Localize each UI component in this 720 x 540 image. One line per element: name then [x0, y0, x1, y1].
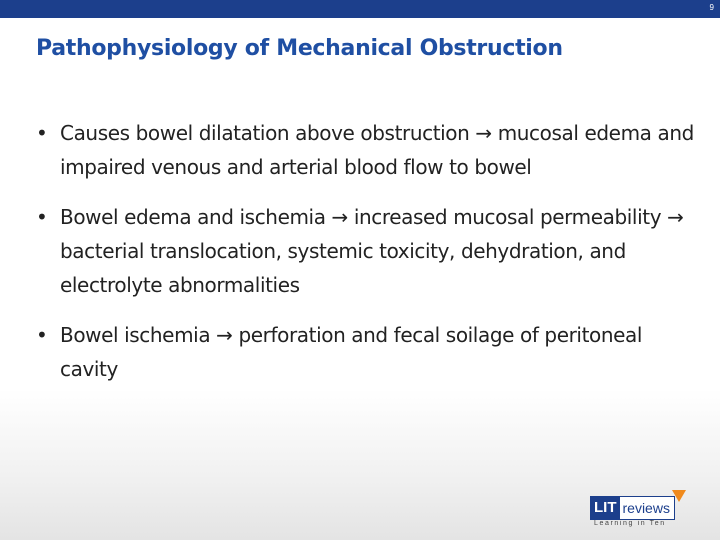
- bullet-item: [36, 200, 696, 302]
- logo-tagline: Learning in Ten: [594, 520, 666, 527]
- litreviews-logo: [590, 490, 690, 532]
- bullet-text: Bowel edema and ischemia → increased mucosal permeability → bacterial translocation, systemic toxicity, dehydration, and electrolyte abnormalities: [60, 205, 684, 297]
- bullet-dot-icon: •: [36, 121, 48, 145]
- page-number: 9: [709, 3, 714, 12]
- bullet-dot-icon: •: [36, 205, 48, 229]
- top-bar: [0, 0, 720, 18]
- bullet-item: [36, 318, 696, 386]
- bullet-list: [36, 116, 696, 402]
- bullet-text: Causes bowel dilatation above obstruction → mucosal edema and impaired venous and arterial blood flow to bowel: [60, 121, 694, 179]
- slide-title: Pathophysiology of Mechanical Obstruction: [36, 36, 563, 61]
- bullet-item: [36, 116, 696, 184]
- bullet-dot-icon: •: [36, 323, 48, 347]
- logo-wordmark: [590, 496, 675, 520]
- logo-reviews-text: reviews: [620, 497, 674, 519]
- logo-lit-text: LIT: [591, 497, 620, 519]
- bullet-text: Bowel ischemia → perforation and fecal soilage of peritoneal cavity: [60, 323, 643, 381]
